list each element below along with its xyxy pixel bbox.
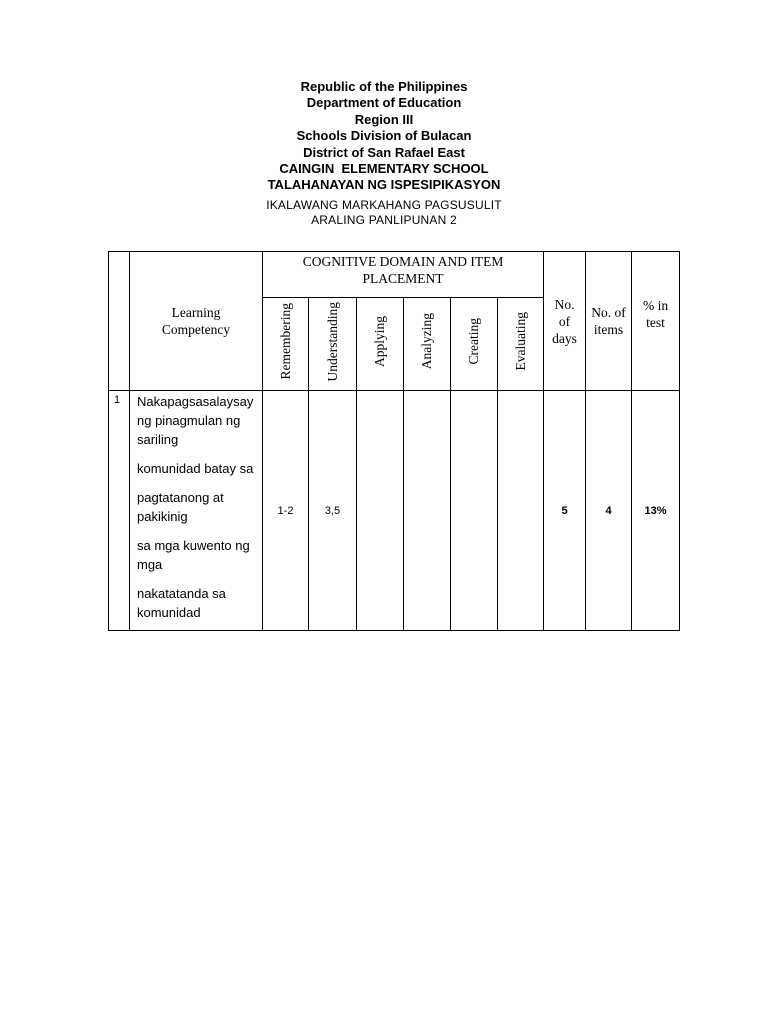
cognitive-domain-header: COGNITIVE DOMAIN AND ITEM PLACEMENT xyxy=(263,252,544,298)
document-header xyxy=(0,79,768,228)
placement-remembering: 1-2 xyxy=(263,391,309,631)
domain-creating: Creating xyxy=(466,318,481,365)
placement-understanding: 3,5 xyxy=(309,391,357,631)
domain-applying-cell xyxy=(357,298,404,391)
no-of-items-header xyxy=(586,252,632,391)
header-district: District of San Rafael East xyxy=(303,144,465,160)
number-header-cell xyxy=(109,252,130,391)
learning-competency-label: Learning Competency xyxy=(161,305,231,337)
no-of-items-label: No. of items xyxy=(591,305,626,337)
items-value: 4 xyxy=(586,391,632,631)
competency-line: sa mga kuwento ng mga xyxy=(137,538,250,572)
header-school: CAINGIN ELEMENTARY SCHOOL xyxy=(279,161,489,177)
header-department: Department of Education xyxy=(306,95,462,111)
domain-remembering-cell xyxy=(263,298,309,391)
percent-value: 13% xyxy=(632,391,680,631)
placement-analyzing xyxy=(404,391,451,631)
placement-applying xyxy=(357,391,404,631)
row-number: 1 xyxy=(109,391,130,631)
domain-remembering: Remembering xyxy=(277,303,293,380)
domain-analyzing-cell xyxy=(404,298,451,391)
competency-line: nakatatanda sa komunidad xyxy=(137,586,226,620)
days-value: 5 xyxy=(544,391,586,631)
placement-evaluating xyxy=(498,391,544,631)
domain-evaluating: Evaluating xyxy=(512,312,528,371)
percent-in-test-header xyxy=(632,252,680,391)
table-header-row-1 xyxy=(109,252,680,298)
domain-evaluating-cell xyxy=(498,298,544,391)
domain-applying: Applying xyxy=(372,315,387,367)
domain-understanding-cell xyxy=(309,298,357,391)
specification-table xyxy=(108,251,680,631)
no-of-days-label: No. of days xyxy=(552,296,577,346)
domain-understanding: Understanding xyxy=(324,301,340,382)
learning-competency-header xyxy=(130,252,263,391)
domain-creating-cell xyxy=(451,298,498,391)
competency-line: pagtatanong at pakikinig xyxy=(137,490,224,524)
no-of-days-header xyxy=(544,252,586,391)
percent-in-test-label: % in test xyxy=(642,298,669,330)
header-republic: Republic of the Philippines xyxy=(300,79,468,94)
competency-line: Nakapagsasalaysay ng pinagmulan ng sariling xyxy=(137,394,254,447)
placement-creating xyxy=(451,391,498,631)
header-division: Schools Division of Bulacan xyxy=(296,128,472,144)
header-exam: IKALAWANG MARKAHANG PAGSUSULIT xyxy=(266,197,502,212)
header-doc-title: TALAHANAYAN NG ISPESIPIKASYON xyxy=(267,177,501,193)
header-region: Region III xyxy=(354,111,414,127)
table-row xyxy=(109,391,680,631)
header-subject: ARALING PANLIPUNAN 2 xyxy=(311,212,457,227)
domain-analyzing: Analyzing xyxy=(419,313,434,370)
competency-line: komunidad batay sa xyxy=(137,461,254,476)
competency-cell xyxy=(130,391,263,631)
